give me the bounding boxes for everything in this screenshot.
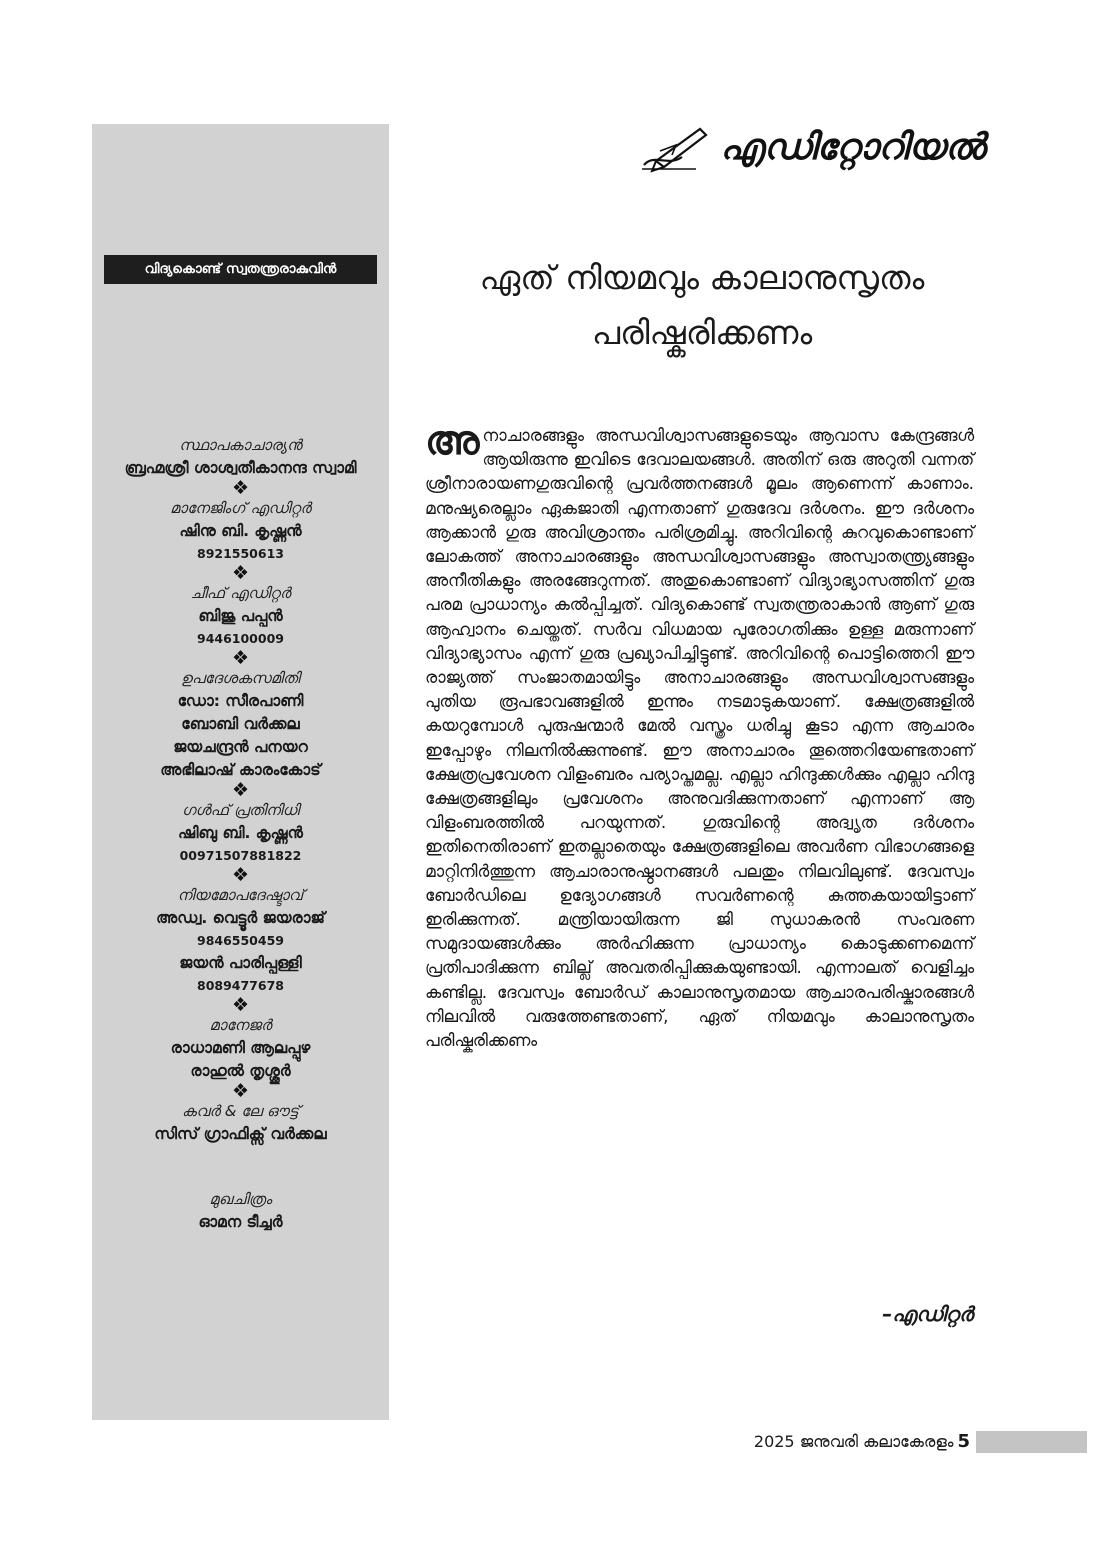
credit-founder [92, 434, 389, 480]
credit-advisory-board [92, 667, 389, 782]
credit-chief-editor [92, 582, 389, 650]
credit-name: ബിജു പപ്പൻ [198, 607, 283, 625]
headline-line-2: പരിഷ്കരിക്കണം [591, 313, 813, 352]
separator-icon: ❖ [231, 864, 250, 886]
separator-icon: ❖ [231, 562, 250, 584]
separator-icon: ❖ [231, 994, 250, 1016]
footer-bar [976, 1431, 1087, 1453]
credit-cover-image [92, 1188, 389, 1234]
footer-issue: 2025 ജനുവരി കലാകേരളം [753, 1432, 954, 1451]
credit-name: അഡ്വ. വെട്ടൂർ ജയരാജ് [156, 909, 325, 927]
drop-cap: അ [425, 418, 480, 464]
credit-name: രാധാമണി ആലപ്പുഴ [170, 1039, 311, 1057]
credit-role: ഗൾഫ് പ്രതിനിധി [181, 801, 300, 819]
masthead-title: എഡിറ്റോറിയൽ [720, 127, 985, 168]
credit-managing-editor [92, 497, 389, 565]
credit-phone: 00971507881822 [179, 848, 302, 863]
separator-icon: ❖ [231, 647, 250, 669]
editorial-masthead [605, 120, 985, 176]
pen-writing-icon [638, 123, 710, 173]
motto-banner: വിദ്യകൊണ്ട് സ്വതന്ത്രരാകുവിൻ [104, 255, 377, 284]
credit-cover-layout [92, 1100, 389, 1146]
separator-icon: ❖ [231, 779, 250, 801]
credit-name: സിസ് ഗ്രാഫിക്സ് വർക്കല [154, 1125, 327, 1143]
credit-phone: 9846550459 [197, 933, 284, 948]
headline-line-1: ഏത് നിയമവും കാലാനുസൃതം [479, 258, 925, 297]
credit-name: ഷിനു ബി. കൃഷ്ണൻ [179, 522, 302, 540]
credit-role: കവർ & ലേ ഔട്ട് [182, 1102, 299, 1120]
credit-role: ഉപദേശകസമിതി [181, 669, 300, 687]
credits-list [92, 434, 389, 1234]
credit-phone: 8921550613 [197, 546, 284, 561]
credit-role: മുഖചിത്രം [209, 1190, 272, 1208]
credit-legal-advisor [92, 884, 389, 997]
credit-name: ഓമന ടീച്ചർ [198, 1213, 283, 1231]
editor-signature: –എഡിറ്റർ [882, 1302, 973, 1326]
credit-name: ഷിബു ബി. കൃഷ്ണൻ [178, 824, 303, 842]
credit-role: ചീഫ് എഡിറ്റർ [190, 584, 291, 602]
credit-phone: 8089477678 [197, 978, 284, 993]
credit-name: അഭിലാഷ് കാരംകോട് [160, 761, 321, 779]
credit-name: ജയചന്ദ്രൻ പനയറ [173, 738, 308, 756]
article-headline [405, 250, 999, 360]
credit-name: ജയൻ പാരിപ്പള്ളി [179, 954, 302, 972]
credit-gulf-representative [92, 799, 389, 867]
separator-icon: ❖ [231, 1080, 250, 1102]
credit-role: നിയമോപദേഷ്ടാവ് [177, 886, 304, 904]
page-footer [640, 1428, 970, 1456]
separator-icon: ❖ [231, 477, 250, 499]
credit-manager [92, 1014, 389, 1083]
credit-name: ഡോ: സീരപാണി [177, 692, 304, 710]
credit-phone: 9446100009 [197, 631, 284, 646]
credit-role: സ്ഥാപകാചാര്യൻ [179, 436, 302, 454]
credit-name: രാഹുൽ തൃശ്ശൂർ [190, 1062, 291, 1080]
credit-name: ബ്രഹ്മശ്രീ ശാശ്വതീകാനന്ദ സ്വാമി [124, 459, 357, 477]
article-body [425, 418, 974, 1052]
credit-role: മാനേജർ [209, 1016, 272, 1034]
credit-role: മാനേജിംഗ് എഡിറ്റർ [170, 499, 311, 517]
page-number: 5 [957, 1431, 970, 1452]
article-text: നാചാരങ്ങളും അന്ധവിശ്വാസങ്ങളുടെയും ആവാസ കേന്ദ്രങ്ങൾ ആയിരുന്നു ഇവിടെ ദേവാലയങ്ങൾ. അതിന് ഒരു അറുതി വന്നത് ശ്രീനാരായണഗുരുവിന്റെ പ്രവർത്തനങ്ങൾ മൂലം ആണെന്ന് കാണാം. മനുഷ്യരെല്ലാം ഏകജാതി എന്നതാണ് ഗുരുദേവ ദർശനം. ഈ ദർശനം ആക്കാൻ ഗുരു അവിശ്രാന്തം പരിശ്രമിച്ചു. അറിവിന്റെ കുറവുകൊണ്ടാണ് ലോകത്ത് അനാചാരങ്ങളും അന്ധവിശ്വാസങ്ങളും അസ്വാതന്ത്ര്യങ്ങളും അനീതികളും അരങ്ങേറുന്നത്. അതുകൊണ്ടാണ് വിദ്യാഭ്യാസത്തിന് ഗുരു പരമ പ്രാധാന്യം കൽപ്പിച്ചത്. വിദ്യകൊണ്ട് സ്വതന്ത്രരാകാൻ ആണ് ഗുരു ആഹ്വാനം ചെയ്തത്. സർവ വിധമായ പുരോഗതിക്കും ഉള്ള മരുന്നാണ് വിദ്യാഭ്യാസം എന്ന് ഗുരു പ്രഖ്യാപിച്ചിട്ടുണ്ട്. അറിവിന്റെ പൊട്ടിത്തെറി ഈ രാജ്യത്ത് സംജാതമായിട്ടും അനാചാരങ്ങളും അന്ധവിശ്വാസങ്ങളും പുതിയ രൂപഭാവങ്ങളിൽ ഇന്നും നടമാടുകയാണ്. ക്ഷേത്രങ്ങളിൽ കയറുമ്പോൾ പുരുഷന്മാർ മേൽ വസ്ത്രം ധരിച്ചു കൂടാ എന്ന ആചാരം ഇപ്പോഴും നിലനിൽക്കുന്നുണ്ട്. ഈ അനാചാരം തൂത്തെറിയേണ്ടതാണ് ക്ഷേത്രപ്രവേശന വിളംബരം പര്യാപ്തമല്ല. എല്ലാ ഹിന്ദുക്കൾക്കും എല്ലാ ഹിന്ദു ക്ഷേത്രങ്ങളിലും പ്രവേശനം അനുവദിക്കുന്നതാണ് എന്നാണ് ആ വിളംബരത്തിൽ പറയുന്നത്. ഗുരുവിന്റെ അദ്വൃത ദർശനം ഇതിനെതിരാണ് ഇതല്ലാതെയും ക്ഷേത്രങ്ങളിലെ അവർണ വിഭാഗങ്ങളെ മാറ്റിനിർത്തുന്ന ആചാരാനുഷ്ഠാനങ്ങൾ പലതും നിലവിലുണ്ട്. ദേവസ്വം ബോർഡിലെ ഉദ്യോഗങ്ങൾ സവർണന്റെ കുത്തകയായിട്ടാണ് ഇരിക്കുന്നത്. മന്ത്രിയായിരുന്ന ജി സുധാകരൻ സംവരണ സമുദായങ്ങൾക്കും അർഹിക്കുന്ന പ്രാധാന്യം കൊടുക്കണമെന്ന് പ്രതിപാദിക്കുന്ന ബില്ല് അവതരിപ്പിക്കുകയുണ്ടായി. എന്നാലത് വെളിച്ചം കണ്ടില്ല. ദേവസ്വം ബോർഡ് കാലാനുസൃതമായ ആചാരപരിഷ്കാരങ്ങൾ നിലവിൽ വരുത്തേണ്ടതാണ്, ഏത് നിയമവും കാലാനുസൃതം പരിഷ്കരിക്കണം [425, 425, 974, 1051]
credit-name: ബോബി വർക്കല [181, 715, 300, 733]
